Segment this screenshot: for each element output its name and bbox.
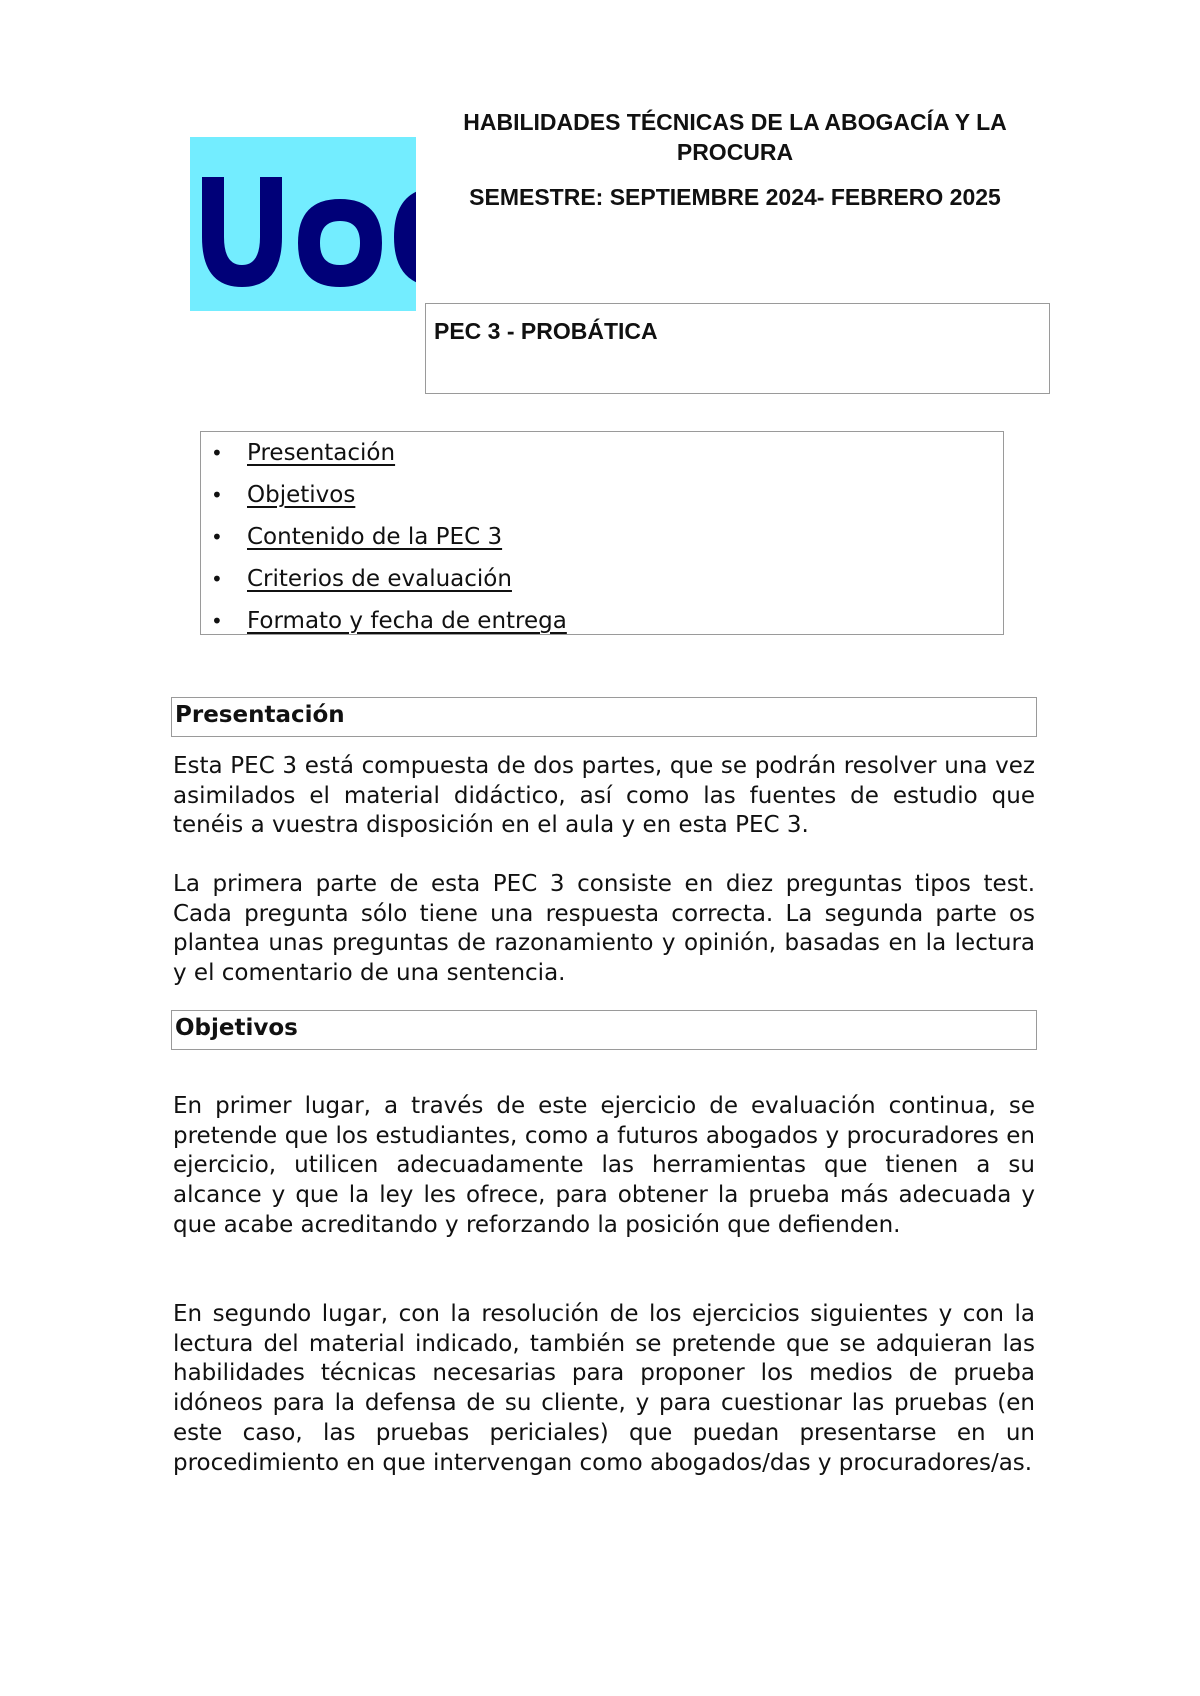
objetivos-paragraph-1: En primer lugar, a través de este ejercicio de evaluación continua, se pretende que los estudiantes, como a futuros abogados y procuradores en ejercicio, utilicen adecuadamente las herramientas que tienen a su alcance y que la ley les ofrece, para obtener la prueba más adecuada y que acabe acreditando y reforzando la posición que defienden. (173, 1093, 1035, 1238)
presentacion-paragraph-1: Esta PEC 3 está compuesta de dos partes, que se podrán resolver una vez asimilados el material didáctico, así como las fuentes de estudio que tenéis a vuestra disposición en el aula y en esta PEC 3. (173, 753, 1035, 839)
toc-list (201, 432, 567, 642)
toc-link-criterios[interactable]: Criterios de evaluación (247, 566, 512, 592)
course-title: HABILIDADES TÉCNICAS DE LA ABOGACÍA Y LA PROCURA (463, 109, 1007, 165)
pec-title: PEC 3 - PROBÁTICA (434, 318, 658, 344)
bullet-icon: • (211, 483, 223, 507)
toc-link-presentacion[interactable]: Presentación (247, 440, 396, 466)
logo-letter-o (298, 199, 382, 287)
pec-title-box (425, 303, 1050, 394)
objetivos-paragraph-2: En segundo lugar, con la resolución de los ejercicios siguientes y con la lectura del material indicado, también se pretende que se adquieran las habilidades técnicas necesarias para proponer los medios de prueba idóneos para la defensa de su cliente, y para cuestionar las pruebas (en este caso, las pruebas periciales) que puedan presentarse en un procedimiento en que intervengan como abogados/das y procuradores/as. (173, 1301, 1035, 1476)
logo-letter-c (394, 187, 416, 287)
presentacion-paragraph-2: La primera parte de esta PEC 3 consiste en diez preguntas tipos test. Cada pregunta sólo tiene una respuesta correcta. La segunda parte os plantea unas preguntas de razonamiento y opinión, basadas en la lectura y el comentario de una sentencia. (173, 871, 1035, 987)
toc-item-criterios (201, 558, 567, 600)
toc-item-objetivos (201, 474, 567, 516)
uoc-logo (190, 137, 416, 311)
section-heading-presentacion: Presentación (171, 697, 1037, 737)
toc-link-contenido[interactable]: Contenido de la PEC 3 (247, 524, 503, 550)
uoc-logo-graphic (190, 137, 416, 311)
logo-letter-u (202, 177, 282, 287)
toc-link-objetivos[interactable]: Objetivos (247, 482, 356, 508)
section-heading-objetivos: Objetivos (171, 1010, 1037, 1050)
bullet-icon: • (211, 525, 223, 549)
toc-item-formato (201, 600, 567, 642)
table-of-contents (200, 431, 1004, 635)
bullet-icon: • (211, 567, 223, 591)
semester-label: SEMESTRE: SEPTIEMBRE 2024- FEBRERO 2025 (469, 184, 1001, 210)
bullet-icon: • (211, 441, 223, 465)
bullet-icon: • (211, 609, 223, 633)
toc-link-formato[interactable]: Formato y fecha de entrega (247, 608, 567, 634)
toc-item-presentacion (201, 432, 567, 474)
toc-item-contenido (201, 516, 567, 558)
